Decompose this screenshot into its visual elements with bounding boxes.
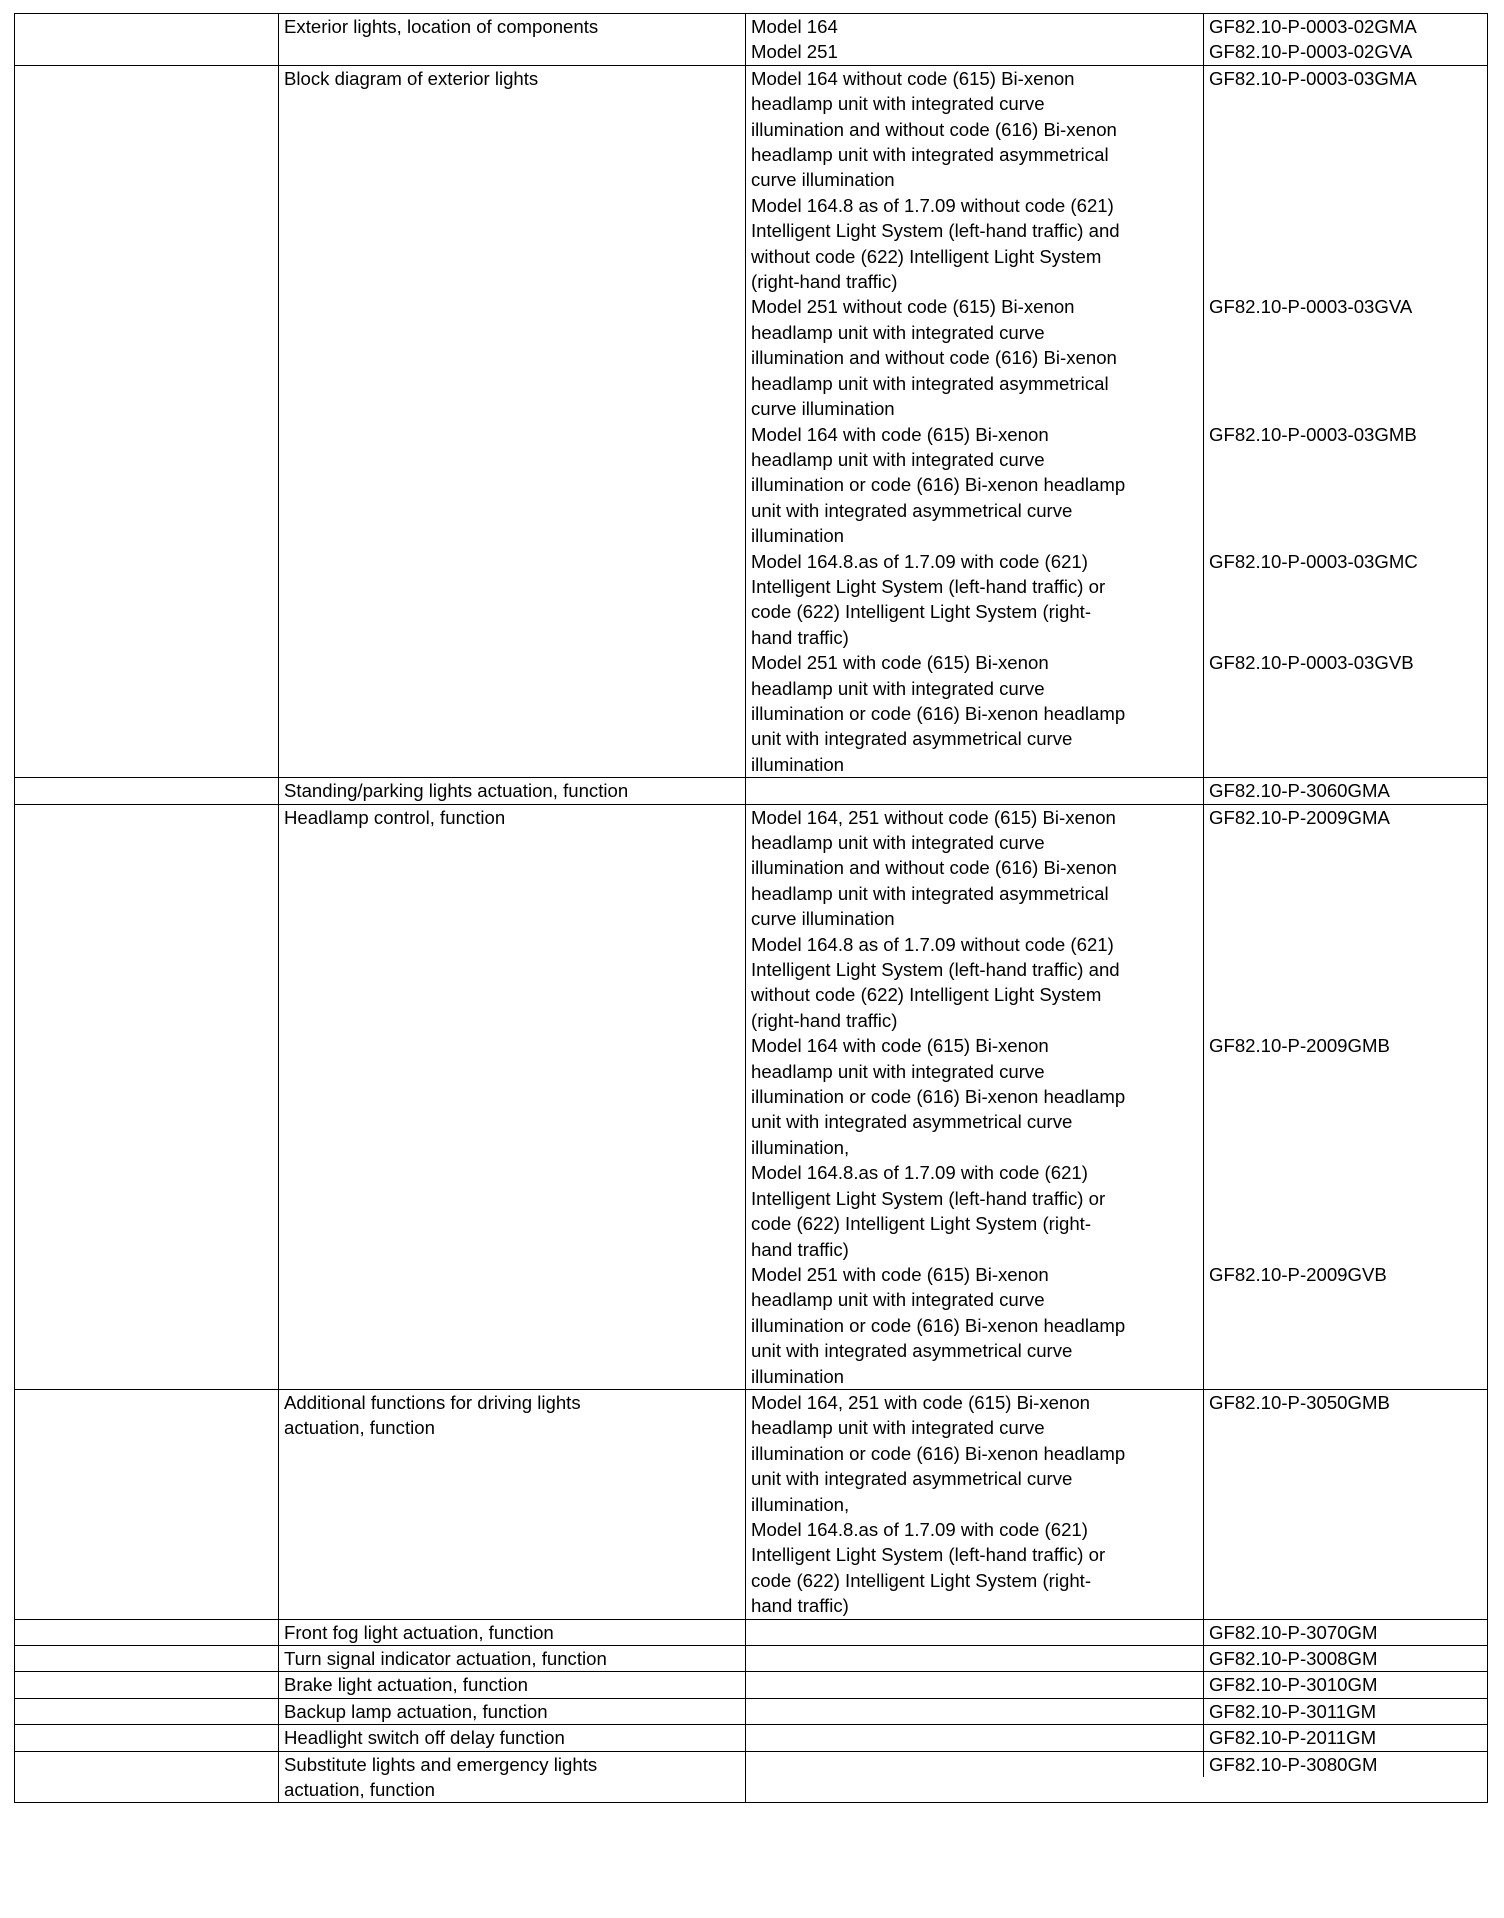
document-number: GF82.10-P-0003-03GMA	[1209, 67, 1417, 89]
condition-line: Model 164 with code (615) Bi-xenon	[751, 1035, 1049, 1057]
condition-line: headlamp unit with integrated curve	[751, 1289, 1045, 1311]
entry	[746, 66, 1487, 295]
condition-line: Intelligent Light System (left-hand traffic) or	[751, 575, 1106, 597]
topic-line: Front fog light actuation, function	[284, 1621, 554, 1643]
condition-line: code (622) Intelligent Light System (right-	[751, 1569, 1092, 1591]
condition-text	[746, 1725, 1204, 1750]
document-number: GF82.10-P-2009GMA	[1209, 806, 1390, 828]
blank-cell	[15, 65, 279, 777]
entry	[746, 549, 1487, 651]
table-row	[15, 14, 1488, 66]
condition-line: headlamp unit with integrated curve	[751, 1060, 1045, 1082]
document-number: GF82.10-P-3060GMA	[1209, 780, 1390, 802]
document-number: GF82.10-P-0003-03GVB	[1209, 652, 1414, 674]
condition-line: (right-hand traffic)	[751, 271, 898, 293]
condition-line: illumination or code (616) Bi-xenon headlamp	[751, 1442, 1126, 1464]
entry	[746, 1725, 1487, 1750]
blank-cell	[15, 778, 279, 804]
condition-line: without code (622) Intelligent Light System	[751, 984, 1102, 1006]
topic-cell	[279, 1672, 746, 1698]
entry	[746, 1262, 1487, 1389]
topic-cell	[279, 1725, 746, 1751]
document-number: GF82.10-P-2009GMB	[1209, 1035, 1390, 1057]
condition-text	[746, 778, 1204, 803]
document-number: GF82.10-P-3008GM	[1209, 1648, 1378, 1669]
condition-line: illumination,	[751, 1493, 850, 1515]
topic-cell	[279, 804, 746, 1389]
blank-cell	[15, 1725, 279, 1751]
condition-line: hand traffic)	[751, 1238, 849, 1260]
document-number: GF82.10-P-2009GVB	[1209, 1263, 1387, 1285]
condition-line: hand traffic)	[751, 626, 849, 648]
condition-line: Model 251 without code (615) Bi-xenon	[751, 296, 1075, 318]
document-number: GF82.10-P-2011GM	[1209, 1727, 1377, 1749]
condition-line: illumination,	[751, 1136, 850, 1158]
table-row	[15, 778, 1488, 804]
document-number: GF82.10-P-3010GM	[1209, 1674, 1378, 1696]
entry	[746, 1672, 1487, 1697]
entry	[746, 39, 1487, 64]
condition-text	[746, 66, 1204, 295]
table-row	[15, 1646, 1488, 1672]
condition-line: (right-hand traffic)	[751, 1009, 898, 1031]
table-row	[15, 804, 1488, 1389]
condition-line: illumination and without code (616) Bi-xenon	[751, 857, 1117, 879]
topic-line: actuation, function	[284, 1417, 435, 1439]
condition-line: unit with integrated asymmetrical curve	[751, 1111, 1073, 1133]
topic-cell	[279, 1698, 746, 1724]
condition-line: headlamp unit with integrated asymmetrical	[751, 144, 1109, 166]
condition-line: unit with integrated asymmetrical curve	[751, 1340, 1073, 1362]
blank-cell	[15, 1751, 279, 1803]
topic-line: Exterior lights, location of components	[284, 16, 599, 37]
condition-document-cell	[746, 1672, 1488, 1698]
topic-line: Backup lamp actuation, function	[284, 1700, 548, 1722]
topic-line: actuation, function	[284, 1779, 435, 1801]
document-number: GF82.10-P-0003-03GMB	[1209, 423, 1417, 445]
condition-document-cell	[746, 778, 1488, 804]
condition-line: illumination	[751, 525, 845, 547]
topic-line: Turn signal indicator actuation, function	[284, 1648, 607, 1669]
condition-line: curve illumination	[751, 169, 895, 191]
topic-line: Headlamp control, function	[284, 806, 506, 828]
topic-cell	[279, 1751, 746, 1803]
condition-line: headlamp unit with integrated curve	[751, 677, 1045, 699]
condition-line: illumination	[751, 1365, 845, 1387]
condition-line: illumination and without code (616) Bi-xenon	[751, 118, 1117, 140]
condition-text	[746, 1752, 1204, 1777]
blank-cell	[15, 14, 279, 66]
table-row	[15, 1725, 1488, 1751]
condition-line: curve illumination	[751, 908, 895, 930]
condition-line: Model 251 with code (615) Bi-xenon	[751, 652, 1049, 674]
condition-line: illumination or code (616) Bi-xenon headlamp	[751, 1314, 1126, 1336]
condition-line: Intelligent Light System (left-hand traffic) or	[751, 1544, 1106, 1566]
blank-cell	[15, 1698, 279, 1724]
condition-document-cell	[746, 804, 1488, 1389]
entry	[746, 1699, 1487, 1724]
entry	[746, 1646, 1487, 1671]
table-row	[15, 65, 1488, 777]
condition-line: illumination	[751, 753, 845, 775]
topic-line: Headlight switch off delay function	[284, 1727, 565, 1749]
topic-cell	[279, 14, 746, 66]
table-row	[15, 1389, 1488, 1619]
condition-text	[746, 1672, 1204, 1697]
condition-line: Model 164.8 as of 1.7.09 without code (621)	[751, 194, 1114, 216]
condition-text	[746, 1646, 1204, 1671]
entry	[746, 650, 1487, 777]
condition-document-cell	[746, 1619, 1488, 1645]
topic-cell	[279, 65, 746, 777]
condition-line: unit with integrated asymmetrical curve	[751, 728, 1073, 750]
condition-line: Model 164.8.as of 1.7.09 with code (621)	[751, 550, 1088, 572]
entry	[746, 14, 1487, 39]
condition-text	[746, 422, 1204, 549]
document-number: GF82.10-P-3070GM	[1209, 1621, 1378, 1643]
table-body	[15, 14, 1488, 1803]
condition-text	[746, 650, 1204, 777]
topic-cell	[279, 1389, 746, 1619]
condition-line: Intelligent Light System (left-hand traffic) and	[751, 959, 1120, 981]
condition-line: Intelligent Light System (left-hand traffic) or	[751, 1187, 1106, 1209]
condition-line: curve illumination	[751, 398, 895, 420]
condition-line: Model 164	[751, 16, 838, 37]
topic-line: Additional functions for driving lights	[284, 1391, 581, 1413]
condition-text	[746, 1033, 1204, 1262]
table-row	[15, 1619, 1488, 1645]
condition-line: Model 164.8.as of 1.7.09 with code (621)	[751, 1162, 1088, 1184]
blank-cell	[15, 1672, 279, 1698]
table-row	[15, 1751, 1488, 1803]
condition-line: headlamp unit with integrated curve	[751, 832, 1045, 853]
document-number: GF82.10-P-0003-03GVA	[1209, 296, 1413, 318]
condition-line: headlamp unit with integrated asymmetrical	[751, 372, 1109, 394]
entry	[746, 1033, 1487, 1262]
document-reference-table	[14, 13, 1488, 1803]
condition-line: headlamp unit with integrated curve	[751, 448, 1045, 470]
entry	[746, 294, 1487, 421]
condition-line: code (622) Intelligent Light System (right-	[751, 601, 1092, 623]
entry	[746, 805, 1487, 1034]
condition-line: headlamp unit with integrated curve	[751, 1417, 1045, 1439]
blank-cell	[15, 1619, 279, 1645]
condition-text	[746, 805, 1204, 1034]
condition-document-cell	[746, 1725, 1488, 1751]
document-number: GF82.10-P-0003-02GMA	[1209, 16, 1417, 37]
blank-cell	[15, 1646, 279, 1672]
condition-line: illumination or code (616) Bi-xenon headlamp	[751, 1086, 1126, 1108]
topic-line: Substitute lights and emergency lights	[284, 1753, 598, 1775]
condition-line: headlamp unit with integrated asymmetrical	[751, 882, 1109, 904]
condition-line: headlamp unit with integrated curve	[751, 93, 1045, 115]
blank-cell	[15, 1389, 279, 1619]
condition-text	[746, 39, 1204, 64]
entry	[746, 1752, 1487, 1777]
condition-text	[746, 549, 1204, 651]
document-number: GF82.10-P-3011GM	[1209, 1700, 1377, 1722]
topic-cell	[279, 1619, 746, 1645]
condition-line: illumination or code (616) Bi-xenon headlamp	[751, 702, 1126, 724]
condition-text	[746, 14, 1204, 39]
document-number: GF82.10-P-0003-03GMC	[1209, 550, 1418, 572]
topic-line: Block diagram of exterior lights	[284, 67, 539, 89]
condition-text	[746, 1620, 1204, 1645]
condition-line: illumination and without code (616) Bi-xenon	[751, 347, 1117, 369]
table-row	[15, 1698, 1488, 1724]
blank-cell	[15, 804, 279, 1389]
condition-text	[746, 1390, 1204, 1619]
condition-line: Model 251 with code (615) Bi-xenon	[751, 1263, 1049, 1285]
condition-line: headlamp unit with integrated curve	[751, 321, 1045, 343]
condition-line: without code (622) Intelligent Light System	[751, 245, 1102, 267]
condition-line: Intelligent Light System (left-hand traffic) and	[751, 220, 1120, 242]
condition-line: Model 164.8.as of 1.7.09 with code (621)	[751, 1518, 1088, 1540]
condition-line: illumination or code (616) Bi-xenon headlamp	[751, 474, 1126, 496]
condition-document-cell	[746, 14, 1488, 66]
condition-line: Model 164, 251 with code (615) Bi-xenon	[751, 1391, 1091, 1413]
condition-text	[746, 294, 1204, 421]
condition-text	[746, 1262, 1204, 1389]
topic-line: Brake light actuation, function	[284, 1674, 528, 1696]
condition-document-cell	[746, 65, 1488, 777]
condition-line: hand traffic)	[751, 1595, 849, 1617]
table-row	[15, 1672, 1488, 1698]
condition-line: Model 164 without code (615) Bi-xenon	[751, 67, 1075, 89]
document-number: GF82.10-P-0003-02GVA	[1209, 41, 1413, 63]
condition-document-cell	[746, 1698, 1488, 1724]
condition-document-cell	[746, 1389, 1488, 1619]
topic-line: Standing/parking lights actuation, function	[284, 780, 629, 802]
topic-cell	[279, 1646, 746, 1672]
entry	[746, 1620, 1487, 1645]
condition-line: Model 164 with code (615) Bi-xenon	[751, 423, 1049, 445]
condition-text	[746, 1699, 1204, 1724]
condition-line: Model 251	[751, 41, 838, 63]
entry	[746, 422, 1487, 549]
condition-document-cell	[746, 1751, 1488, 1803]
topic-cell	[279, 778, 746, 804]
document-number: GF82.10-P-3050GMB	[1209, 1391, 1390, 1413]
entry	[746, 778, 1487, 803]
document-number: GF82.10-P-3080GM	[1209, 1753, 1378, 1775]
condition-document-cell	[746, 1646, 1488, 1672]
condition-line: code (622) Intelligent Light System (right-	[751, 1213, 1092, 1235]
condition-line: Model 164, 251 without code (615) Bi-xenon	[751, 806, 1116, 828]
entry	[746, 1390, 1487, 1619]
condition-line: unit with integrated asymmetrical curve	[751, 1468, 1073, 1490]
condition-line: Model 164.8 as of 1.7.09 without code (621)	[751, 933, 1114, 955]
condition-line: unit with integrated asymmetrical curve	[751, 499, 1073, 521]
